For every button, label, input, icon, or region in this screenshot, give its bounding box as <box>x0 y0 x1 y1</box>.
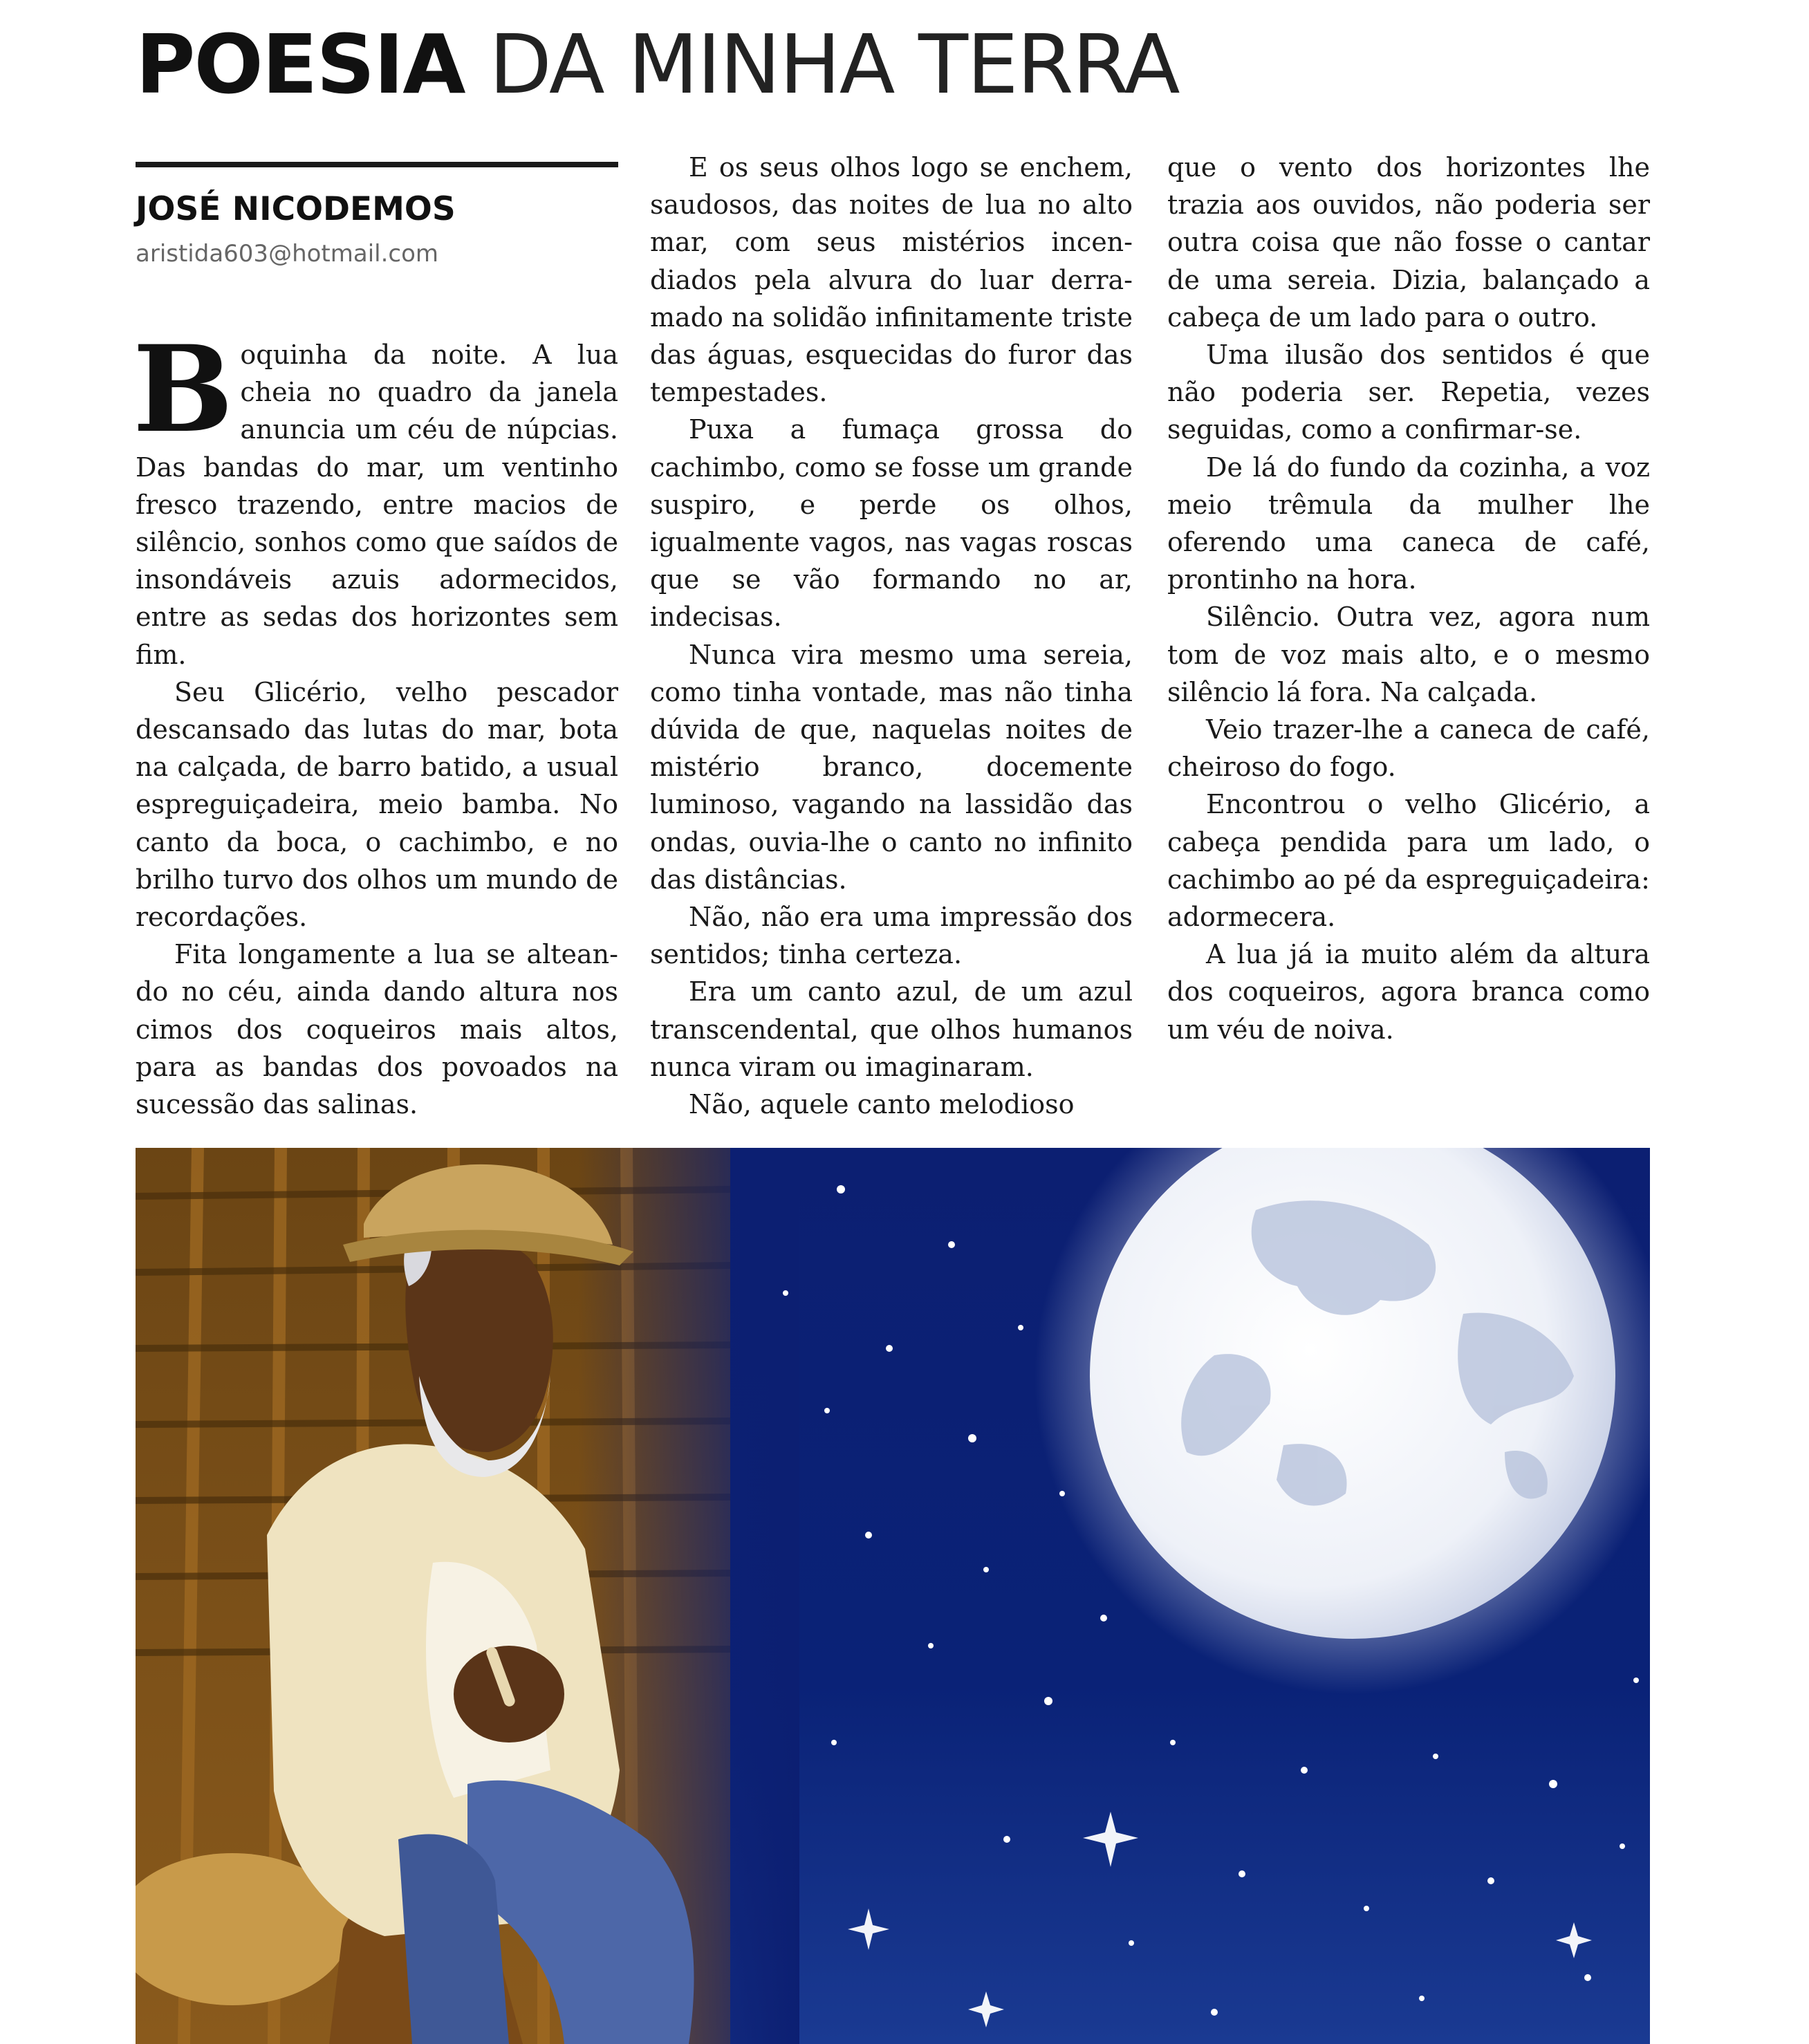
article-column-1 <box>133 319 618 1123</box>
illustration <box>136 1148 1650 2044</box>
paragraph: Silêncio. Outra vez, agora num tom de voz mais alto, e o mesmo silêncio lá fora. Na calçada. <box>1167 602 1650 707</box>
paragraph: Boquinha da noite. A lua cheia no quadro da janela anuncia um céu de núpcias. Das bandas do mar, um ventinho fresco trazendo, entre macios de silêncio, sonhos como que saídos de insondáveis azuis adormecidos, entre as sedas dos horizontes sem fim. <box>133 319 618 670</box>
paragraph: que o vento dos horizontes lhe trazia aos ouvidos, não poderia ser outra coisa que não fosse o cantar de uma sereia. Dizia, balançado a cabeça de um lado para o outro. <box>1167 152 1650 333</box>
paragraph: E os seus olhos logo se enchem, saudosos, das noites de lua no alto mar, com seus mistérios incendiados pela alvura do luar derramado na solidão infinitamente triste das águas, esquecidas do furor das tempestades. <box>650 152 1133 408</box>
paragraph: Fita longamente a lua se alteando no céu, ainda dando altura nos cimos dos coqueiros mais altos, para as bandas dos povoados na sucessão das salinas. <box>136 939 618 1120</box>
paragraph: A lua já ia muito além da altura dos coqueiros, agora branca como um véu de noiva. <box>1167 939 1650 1045</box>
author-email: aristida603@hotmail.com <box>136 240 439 268</box>
paragraph: Era um canto azul, de um azul transcendental, que olhos humanos nunca viram ou imaginaram. <box>650 976 1133 1082</box>
paragraph: Não, não era uma impressão dos sentidos; tinha certeza. <box>650 902 1133 970</box>
paragraph: Não, aquele canto melodioso <box>689 1089 1075 1120</box>
author-name: JOSÉ NICODEMOS <box>136 190 456 228</box>
paragraph: Veio trazer-lhe a caneca de café, cheiroso do fogo. <box>1167 714 1650 783</box>
byline-rule <box>136 162 618 167</box>
article-column-2 <box>650 149 1133 1123</box>
page-title <box>136 12 1179 116</box>
paragraph: Puxa a fumaça grossa do cachimbo, como se fosse um grande suspiro, e perde os olhos, igualmente vagos, nas vagas roscas que se vão formando no ar, indecisas. <box>650 414 1133 633</box>
article-column-3 <box>1167 149 1650 1048</box>
paragraph: Uma ilusão dos sentidos é que não poderia ser. Repetia, vezes seguidas, como a confirmar-se. <box>1167 340 1650 445</box>
title-bold: POESIA <box>136 17 465 112</box>
paragraph: De lá do fundo da cozinha, a voz meio trêmula da mulher lhe oferendo uma caneca de café, prontinho na hora. <box>1167 452 1650 595</box>
paragraph: Nunca vira mesmo uma sereia, como tinha vontade, mas não tinha dúvida de que, naquelas noites de mistério branco, docemente luminoso, vagando na lassidão das ondas, ouvia-lhe o canto no infinito das distâncias. <box>650 639 1133 895</box>
night-scene-image <box>136 1148 1650 2044</box>
paragraph: Encontrou o velho Glicério, a cabeça pendida para um lado, o cachimbo ao pé da espreguiçadeira: adormecera. <box>1167 789 1650 933</box>
title-light: DA MINHA TERRA <box>489 17 1179 112</box>
drop-cap: B <box>133 319 234 459</box>
paragraph: Seu Glicério, velho pescador descansado das lutas do mar, bota na calçada, de barro batido, a usual espreguiçadeira, meio bamba. No canto da boca, o cachimbo, e no brilho turvo dos olhos um mundo de recordações. <box>136 676 618 933</box>
